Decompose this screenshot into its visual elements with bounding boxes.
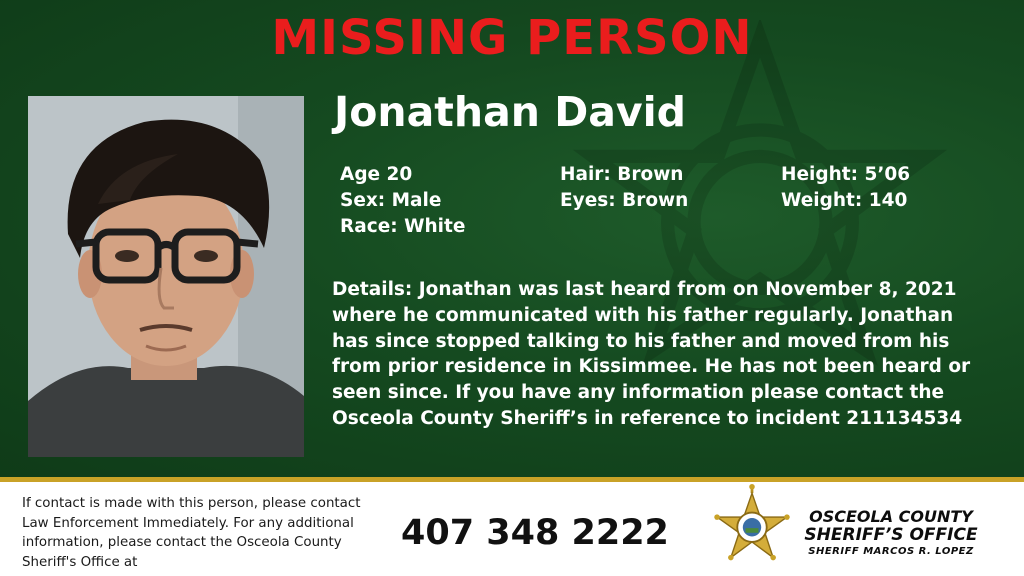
weight-value: Weight: 140 <box>781 190 908 211</box>
race-value: Race: White <box>340 216 466 237</box>
office-county: OSCEOLA COUNTY <box>809 507 973 526</box>
contact-instructions: If contact is made with this person, please contact Law Enforcement Immediately. For any additional information, please contact the Osceola County Sheriff's Office at <box>22 496 361 570</box>
hair-value: Hair: Brown <box>560 164 684 185</box>
sex-value: Sex: Male <box>340 190 442 211</box>
sheriff-star-badge-icon <box>706 484 798 576</box>
office-sheriff-name: SHERIFF MARCOS R. LOPEZ <box>808 546 974 557</box>
eyes-value: Eyes: Brown <box>560 190 689 211</box>
case-details: Details: Jonathan was last heard from on November 8, 2021 where he communicated with his father regularly. Jonathan has since stopped talking to his father and moved from his from prior residence in Kissimmee. He has not been heard or seen since. If you have any information please contact the Osceola County Sheriff’s in reference to incident 211134534 <box>332 279 971 429</box>
portrait-illustration <box>28 96 304 457</box>
person-name: Jonathan David <box>334 88 687 136</box>
sheriff-office-logo-text <box>786 508 996 558</box>
phone-number[interactable]: 407 348 2222 <box>401 513 669 553</box>
height-value: Height: 5’06 <box>781 164 911 185</box>
office-title: SHERIFF’S OFFICE <box>804 525 978 545</box>
person-photo <box>28 96 304 457</box>
headline: MISSING PERSON <box>271 10 753 66</box>
age-value: Age 20 <box>340 164 413 185</box>
